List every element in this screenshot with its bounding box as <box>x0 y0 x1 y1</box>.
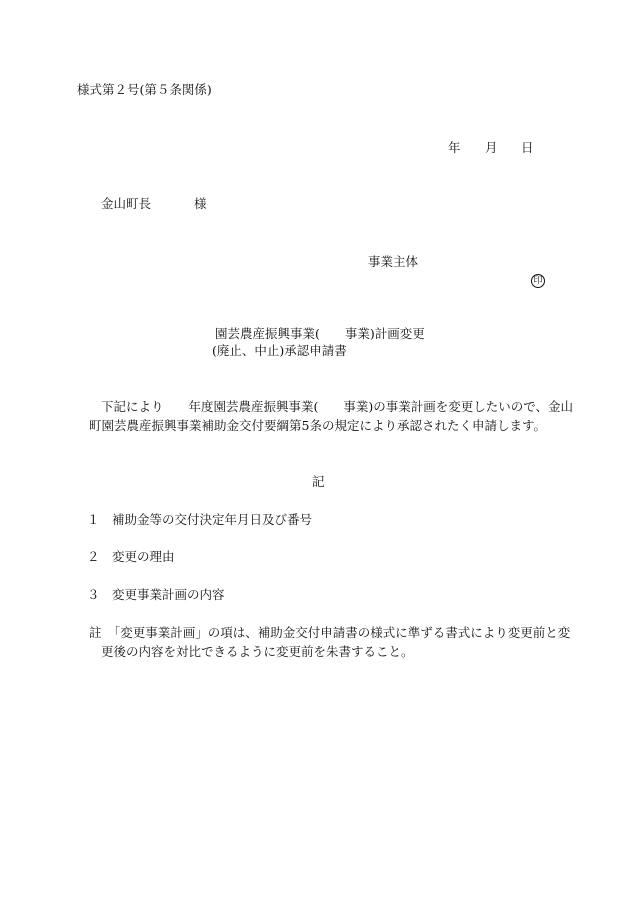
addressee: 金山町長 <box>101 196 152 211</box>
list-item: ２ 変更の理由 <box>87 549 175 564</box>
body-text-line-2: 町園芸農産振興事業補助金交付要綱第5条の規定により承認されたく申請します。 <box>89 418 546 433</box>
document-title-line-2: (廃止、中止)承認申請書 <box>212 343 347 358</box>
applicant-label: 事業主体 <box>368 254 419 269</box>
note-line-2: 更後の内容を対比できるように変更前を朱書すること。 <box>101 644 414 659</box>
date-month-label: 月 <box>485 140 498 155</box>
body-text-line-1: 下記により 年度園芸農産振興事業( 事業)の事業計画を変更したいので、金山 <box>101 399 574 414</box>
date-day-label: 日 <box>521 140 534 155</box>
seal-icon: 印 <box>531 274 545 288</box>
date-year-label: 年 <box>448 140 461 155</box>
note-line-1: 註 「変更事業計画」の項は、補助金交付申請書の様式に準ずる書式により変更前と変 <box>89 625 571 640</box>
list-item: ３ 変更事業計画の内容 <box>87 587 225 602</box>
form-number: 様式第２号(第５条関係) <box>77 82 212 97</box>
ki-heading: 記 <box>312 474 325 489</box>
list-item: １ 補助金等の交付決定年月日及び番号 <box>87 512 313 527</box>
document-title-line-1: 園芸農産振興事業( 事業)計画変更 <box>215 326 425 341</box>
honorific: 様 <box>194 196 207 211</box>
